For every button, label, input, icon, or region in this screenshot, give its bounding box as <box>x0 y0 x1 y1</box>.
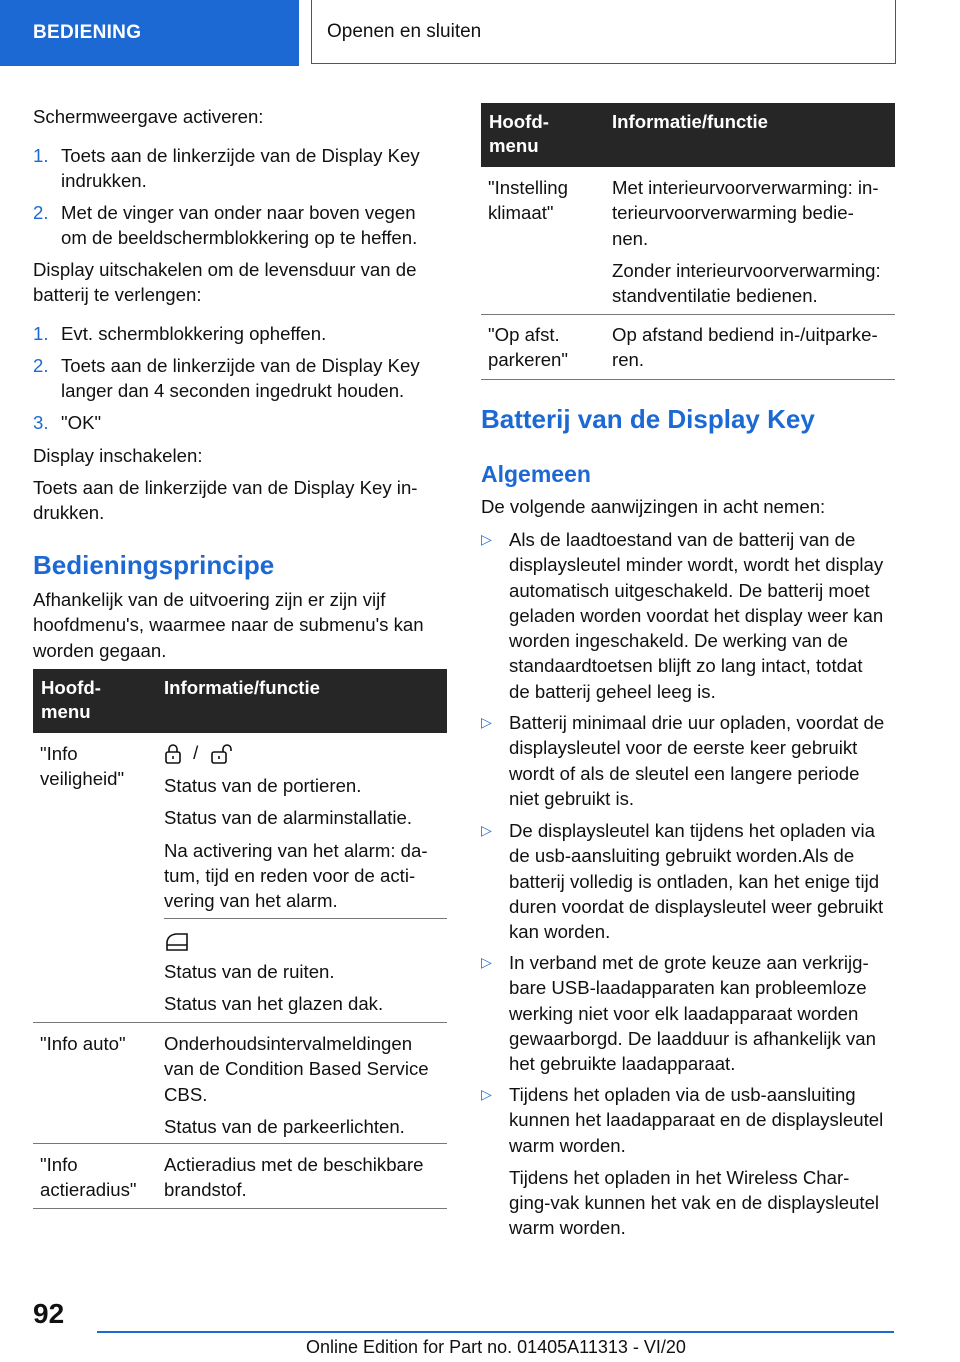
bullet-icon: ▷ <box>481 531 492 547</box>
lock-closed-icon <box>164 743 182 765</box>
on-intro: Display inschakelen: <box>33 445 203 466</box>
row1-info: Status van de portieren. Status van de alarminstallatie. Na activering van het alarm: da- tum, tijd en reden voor de acti- vering van het alarm. <box>164 775 428 912</box>
row-divider <box>33 1022 447 1023</box>
table-header: Hoofd- menu Informatie/functie <box>481 103 895 167</box>
section-title: BEDIENING <box>33 22 142 43</box>
activate-intro: Schermweergave activeren: <box>33 106 264 127</box>
principle-heading: Bedieningsprincipe <box>33 550 275 580</box>
page-number: 92 <box>33 1298 65 1329</box>
on-text: Toets aan de linkerzijde van de Display Key in- drukken. <box>33 477 418 524</box>
row1b-info: Status van de ruiten. Status van het glazen dak. <box>164 961 384 1015</box>
row1b-icon <box>164 928 447 952</box>
lock-open-icon <box>210 743 234 765</box>
bullet-icon: ▷ <box>481 1086 492 1102</box>
off-intro: Display uitschakelen om de levensduur van de batterij te verlengen: <box>33 259 417 306</box>
bullet-icon: ▷ <box>481 822 492 838</box>
section-tab <box>0 0 299 66</box>
row3-menu: "Info actieradius" <box>40 1154 137 1201</box>
footer-edition: Online Edition for Part no. 01405A11313 - VI/20 <box>306 1337 686 1357</box>
row2-info: Onderhoudsintervalmeldingen van de Condition Based Service CBS. Status van de parkeerlichten. <box>164 1033 429 1137</box>
row1-menu: "Info veiligheid" <box>40 743 125 790</box>
row1-info: Met interieurvoorverwarming: in- terieurvoorverwarming bedie- nen. Zonder interieurvoorverwarming: standventilatie bedienen. <box>612 177 881 307</box>
battery-heading: Batterij van de Display Key <box>481 404 815 434</box>
chapter-tab <box>311 0 896 64</box>
row-divider <box>481 379 895 380</box>
window-icon <box>164 931 190 953</box>
bullet-icon: ▷ <box>481 954 492 970</box>
row1-icons <box>164 740 447 766</box>
row-divider <box>33 1208 447 1209</box>
footer-divider <box>97 1331 894 1333</box>
general-heading: Algemeen <box>481 461 591 487</box>
bullet-icon: ▷ <box>481 714 492 730</box>
principle-text: Afhankelijk van de uitvoering zijn er zijn vijf hoofdmenu's, waarmee naar de submenu's kan worden gegaan. <box>33 589 424 661</box>
icon-separator: / <box>193 742 199 763</box>
row-divider <box>33 1143 447 1144</box>
row2-info: Op afstand bediend in-/uitparke- ren. <box>612 324 878 371</box>
table-header: Hoofd- menu Informatie/functie <box>33 669 447 733</box>
row2-menu: "Op afst. parkeren" <box>488 324 568 371</box>
row-divider <box>164 918 447 919</box>
row1-menu: "Instelling klimaat" <box>488 177 568 224</box>
general-intro: De volgende aanwijzingen in acht nemen: <box>481 496 826 517</box>
row-divider <box>481 314 895 315</box>
chapter-title: Openen en sluiten <box>327 20 482 42</box>
row2-menu: "Info auto" <box>40 1033 126 1054</box>
row3-info: Actieradius met de beschikbare brandstof. <box>164 1154 424 1201</box>
